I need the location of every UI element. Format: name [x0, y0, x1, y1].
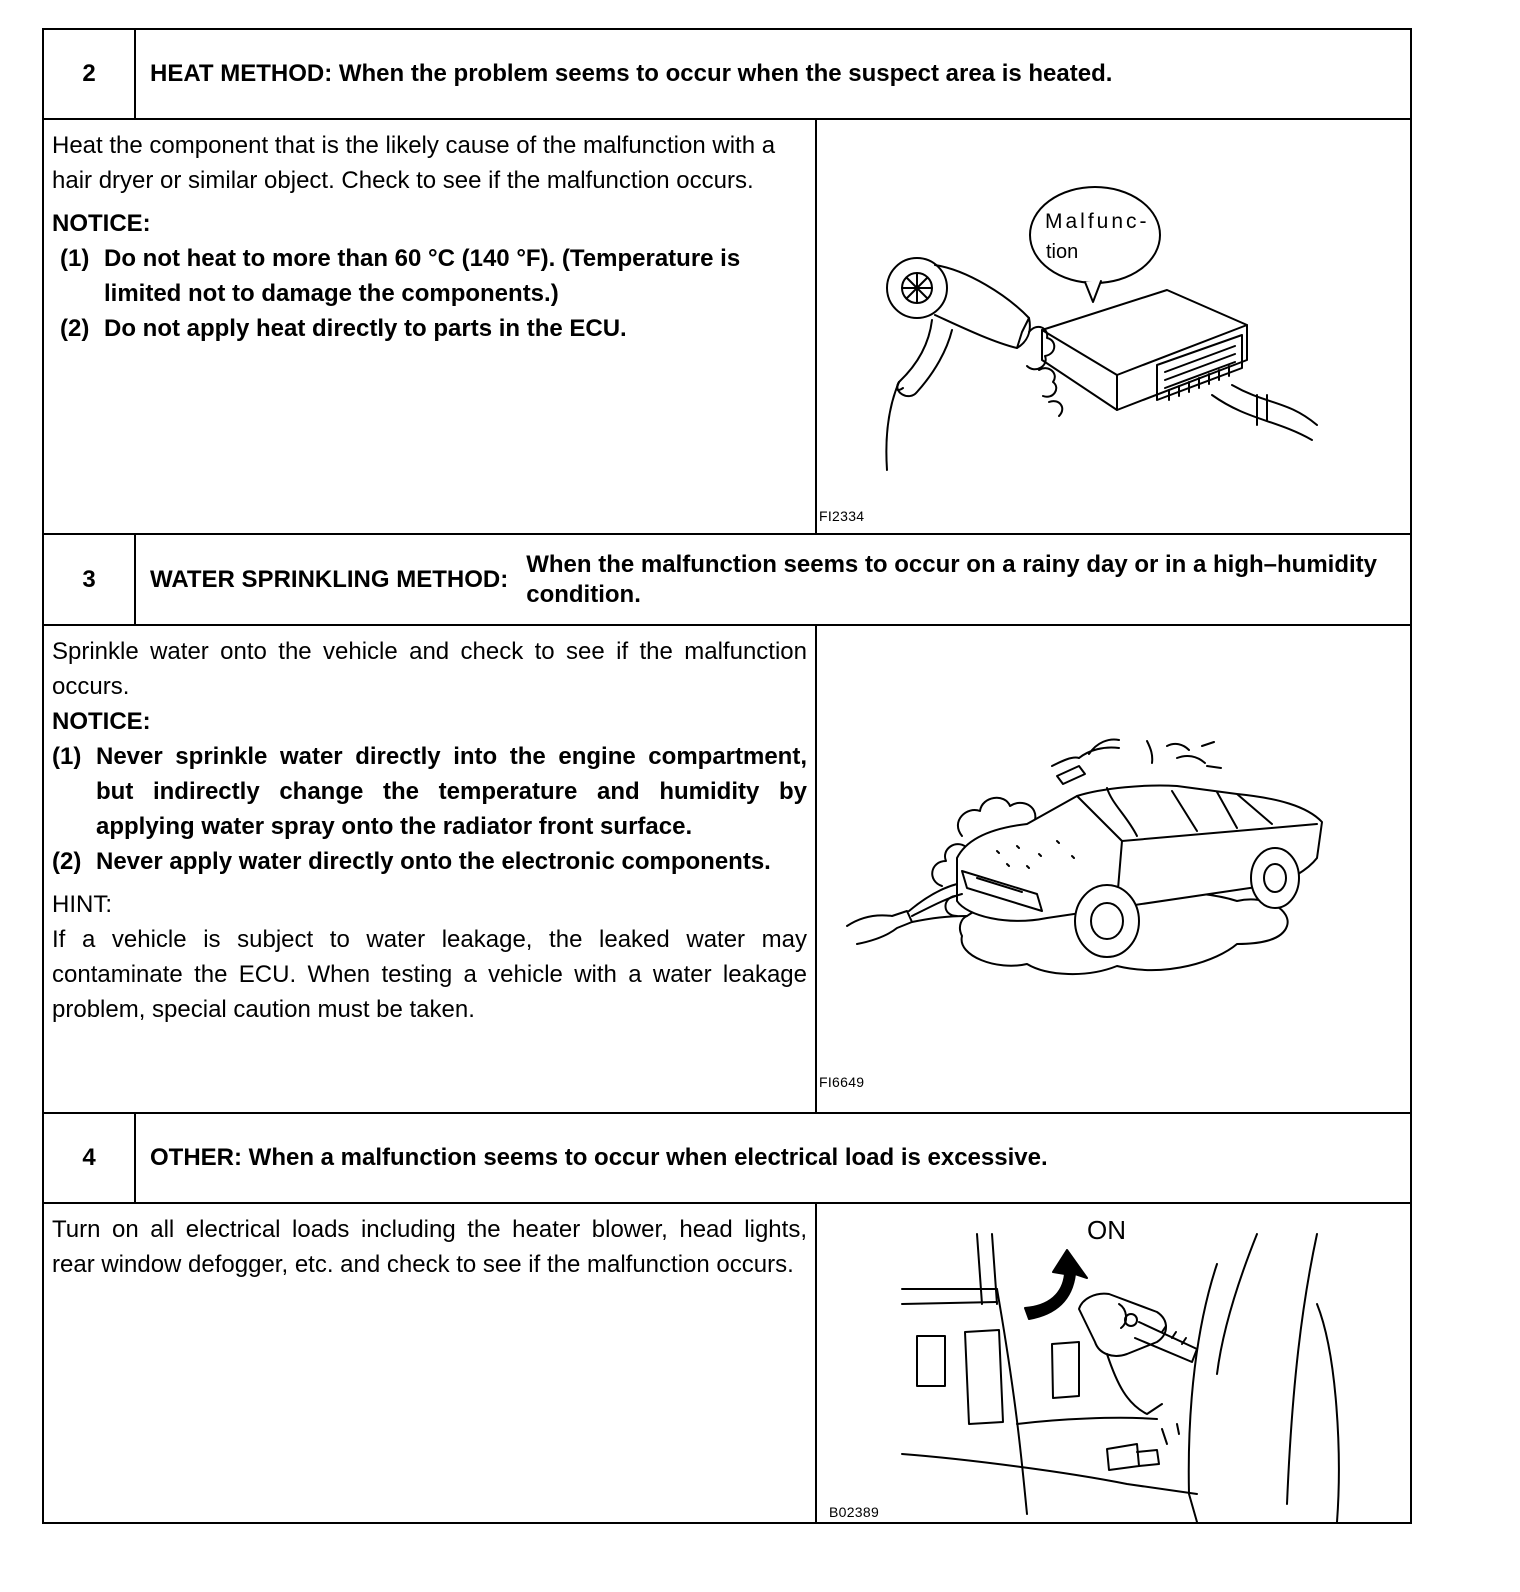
body-paragraph: Turn on all electrical loads including the heater blower, head lights, rear window defogger, etc. and check to see if the malfunction occurs. [52, 1216, 807, 1278]
section-title: OTHER: When a malfunction seems to occur when electrical load is excessive. [150, 1144, 1048, 1171]
body-paragraph: Sprinkle water onto the vehicle and check to see if the malfunction occurs. [52, 638, 807, 700]
notice-item [52, 739, 807, 844]
figure-panel [817, 626, 1410, 1112]
notice-text: Do not heat to more than 60 °C (140 °F). (Temperature is limited not to damage the components.) [104, 245, 741, 307]
hint-text: If a vehicle is subject to water leakage, the leaked water may contaminate the ECU. When testing a vehicle with a water leakage problem, special caution must be taken. [52, 926, 807, 1023]
notice-number: (2) [60, 315, 90, 342]
section-title-condition: When the malfunction seems to occur on a rainy day or in a high–humidity condition. [526, 550, 1378, 608]
figure-panel [817, 120, 1410, 533]
section-number: 3 [44, 535, 136, 624]
section-3-body [44, 626, 1410, 1114]
notice-number: (1) [52, 743, 82, 770]
section-text [44, 626, 817, 1112]
section-number: 2 [44, 30, 136, 118]
section-3-header [44, 535, 1410, 626]
notice-number: (2) [52, 848, 82, 875]
body-paragraph: Heat the component that is the likely cause of the malfunction with a hair dryer or similar object. Check to see if the malfunction occurs. [52, 132, 776, 194]
notice-label: NOTICE: [52, 708, 151, 735]
section-text [44, 120, 817, 533]
water-spray-vehicle-illustration [817, 626, 1407, 1096]
notice-text: Never apply water directly onto the electronic components. [96, 848, 771, 875]
troubleshooting-table [42, 28, 1412, 1524]
figure-id: FI6649 [819, 1074, 865, 1090]
bubble-text: tion [1046, 241, 1079, 263]
section-2-body [44, 120, 1410, 535]
section-2-header [44, 30, 1410, 120]
section-4-body [44, 1204, 1410, 1522]
section-4-header [44, 1114, 1410, 1204]
notice-text: Never sprinkle water directly into the engine compartment, but indirectly change the temperature and humidity by applying water spray onto the radiator front surface. [96, 743, 807, 840]
section-number: 4 [44, 1114, 136, 1202]
notice-item [60, 311, 807, 346]
bubble-text: Malfunc- [1045, 210, 1150, 233]
figure-panel [817, 1204, 1410, 1522]
notice-item [60, 241, 807, 311]
figure-id: B02389 [829, 1504, 880, 1520]
hint-label: HINT: [52, 891, 112, 918]
section-title: HEAT METHOD: When the problem seems to occur when the suspect area is heated. [150, 60, 1113, 87]
notice-number: (1) [60, 245, 90, 272]
section-title [150, 535, 1390, 624]
notice-item [52, 844, 807, 879]
notice-text: Do not apply heat directly to parts in the ECU. [104, 315, 627, 342]
switch-label: ON [1087, 1215, 1126, 1245]
notice-label: NOTICE: [52, 210, 151, 237]
figure-id: FI2334 [819, 508, 865, 524]
section-title-method: WATER SPRINKLING METHOD: [150, 565, 509, 593]
section-text [44, 1204, 817, 1522]
headlight-switch-dashboard-illustration [817, 1204, 1407, 1522]
hair-dryer-heating-ecu-illustration [817, 120, 1407, 530]
